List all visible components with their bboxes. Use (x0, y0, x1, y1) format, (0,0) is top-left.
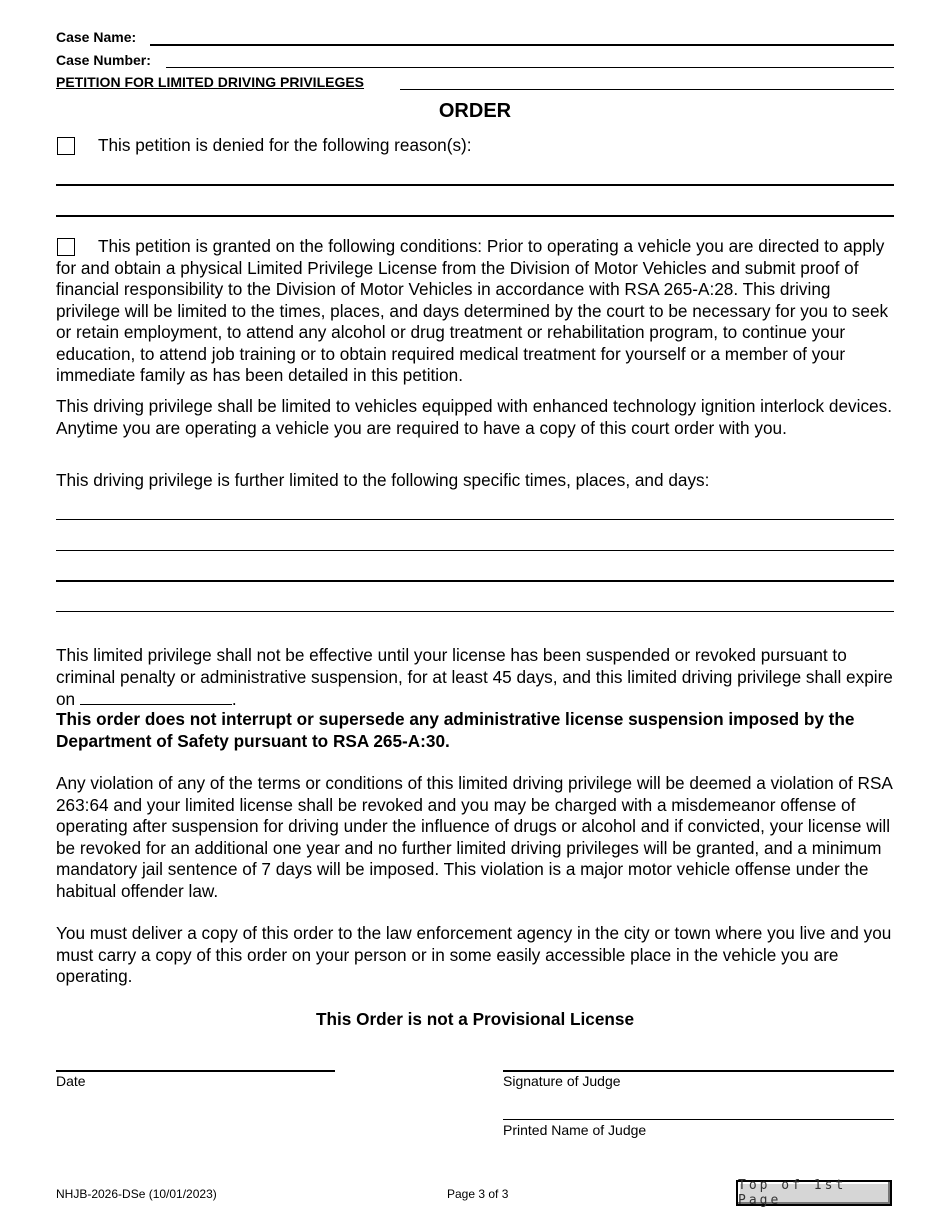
denied-text: This petition is denied for the following reason(s): (98, 135, 472, 155)
form-title: PETITION FOR LIMITED DRIVING PRIVILEGES (56, 74, 365, 90)
case-name-field[interactable] (150, 44, 894, 46)
judge-signature-label: Signature of Judge (503, 1073, 621, 1089)
judge-name-field[interactable] (503, 1119, 894, 1120)
case-number-field[interactable] (166, 67, 894, 68)
top-of-first-page-button[interactable]: Top of 1st Page (736, 1180, 892, 1206)
form-title-rule (400, 89, 894, 90)
date-field[interactable] (56, 1070, 335, 1072)
limits-text: This driving privilege is further limited to the following specific times, places, and days: (56, 470, 710, 490)
case-name-label: Case Name: (56, 29, 137, 45)
bold-notice: This order does not interrupt or supersede any administrative license suspension imposed by the Department of Safety pursuant to RSA 265-A:30. (56, 709, 855, 751)
limits-line-2[interactable] (56, 550, 894, 551)
judge-signature-field[interactable] (503, 1070, 894, 1072)
order-heading: ORDER (438, 100, 512, 122)
form-id: NHJB-2026-DSe (10/01/2023) (56, 1187, 217, 1201)
interlock-text: This driving privilege shall be limited to vehicles equipped with enhanced technology ignition interlock devices. Anytime you are operating a vehicle you are required to have a copy of this court order with you. (56, 396, 892, 438)
page-number: Page 3 of 3 (447, 1187, 509, 1201)
granted-text: This petition is granted on the following conditions: Prior to operating a vehicle you are directed to apply for and obtain a physical Limited Privilege License from the Division of Motor Vehicles and submit proof of financial responsibility to the Division of Motor Vehicles in accordance with RSA 265-A:28. This driving privilege will be limited to the times, places, and days determined by the court to be necessary for you to seek or retain employment, to attend any alcohol or drug treatment or rehabilitation program, to continue your education, to attend job training or to obtain required medical treatment for yourself or a member of your immediate family as has been detailed in this petition. (56, 236, 889, 385)
denied-reason-line-1[interactable] (56, 184, 894, 186)
date-label: Date (56, 1073, 86, 1089)
denied-reason-line-2[interactable] (56, 215, 894, 217)
violation-text: Any violation of any of the terms or conditions of this limited driving privilege will be deemed a violation of RSA 263:64 and your limited license shall be revoked and you may be charged with a misdemeanor offense of operating after suspension for driving under the influence of drugs or alcohol and if convicted, your license will be revoked for an additional one year and no further limited driving privileges will be granted, and a minimum mandatory jail sentence of 7 days will be imposed. This violation is a major motor vehicle offense under the habitual offender law. (56, 773, 892, 901)
limits-line-3[interactable] (56, 580, 894, 582)
effective-paragraph (56, 645, 896, 711)
effective-text: This limited privilege shall not be effective until your license has been suspended or revoked pursuant to criminal penalty or administrative suspension, for at least 45 days, and this limited driving privilege shall expire on (56, 645, 893, 709)
provisional-notice: This Order is not a Provisional License (315, 1009, 635, 1029)
limits-line-4[interactable] (56, 611, 894, 612)
denied-checkbox[interactable] (57, 137, 75, 155)
case-number-label: Case Number: (56, 52, 151, 68)
judge-name-label: Printed Name of Judge (503, 1122, 647, 1138)
deliver-text: You must deliver a copy of this order to the law enforcement agency in the city or town where you live and you must carry a copy of this order on your person or in some easily accessible place in the vehicle you are operating. (56, 923, 892, 986)
limits-line-1[interactable] (56, 519, 894, 520)
effective-end: . (231, 689, 237, 709)
expiration-date-field[interactable] (80, 688, 232, 705)
